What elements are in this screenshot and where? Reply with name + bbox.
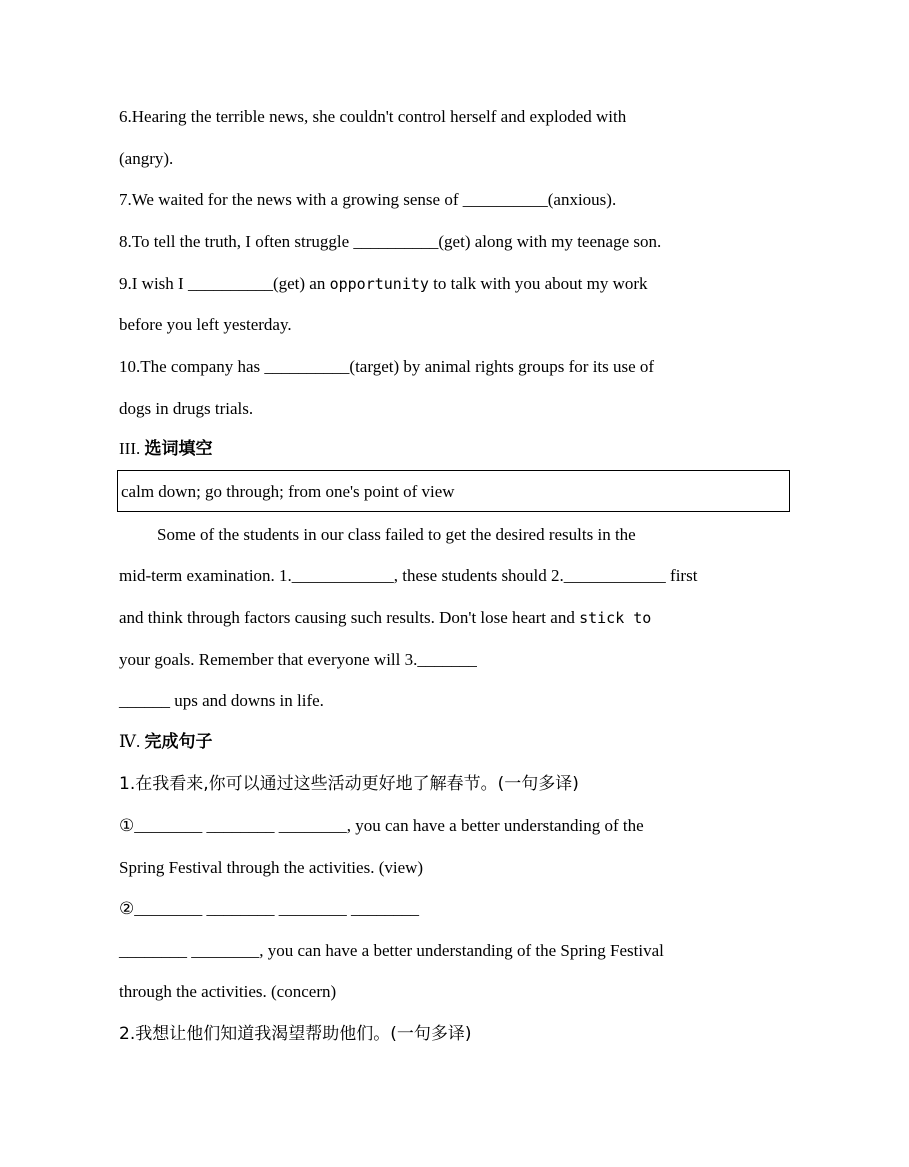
section-3-numeral: III. (119, 439, 141, 458)
section-4-heading (119, 731, 212, 753)
question-1-answer-1-line-2: Spring Festival through the activities. (view) (119, 858, 424, 877)
passage-line-1: Some of the students in our class failed to get the desired results in the (157, 525, 636, 544)
item-10-line-1: 10.The company has __________(target) by animal rights groups for its use of (119, 357, 655, 376)
question-1-answer-2-line-1: ②________ ________ ________ ________ (119, 899, 419, 918)
passage-line-5: ______ ups and downs in life. (119, 691, 324, 710)
question-1-answer-2-line-3: through the activities. (concern) (119, 982, 337, 1001)
section-4-title: 完成句子 (144, 732, 213, 752)
item-9-text-post: to talk with you about my work (428, 274, 648, 293)
section-3-title: 选词填空 (144, 439, 213, 459)
question-1-answer-2-line-2: ________ ________, you can have a better understanding of the Spring Festival (119, 941, 664, 960)
passage-mono-phrase: stick to (579, 609, 652, 627)
word-bank-text: calm down; go through; from one's point of view (121, 482, 455, 501)
item-6-line-2: (angry). (119, 149, 174, 168)
item-8: 8.To tell the truth, I often struggle __________(get) along with my teenage son. (119, 232, 662, 251)
item-9-text-pre: 9.I wish I __________(get) an (119, 274, 330, 293)
passage-line-3 (119, 607, 651, 629)
item-10-line-2: dogs in drugs trials. (119, 399, 254, 418)
item-9-mono-word: opportunity (329, 275, 429, 293)
item-6-line-1: 6.Hearing the terrible news, she couldn't control herself and exploded with (119, 107, 627, 126)
section-4-numeral: Ⅳ. (119, 732, 141, 751)
section-3-heading (119, 438, 212, 460)
item-9-line-1 (119, 273, 648, 295)
passage-line-4: your goals. Remember that everyone will 3._______ (119, 650, 477, 669)
item-9-line-2: before you left yesterday. (119, 315, 292, 334)
question-2-chinese: 2.我想让他们知道我渴望帮助他们。(一句多译) (119, 1024, 472, 1044)
passage-line-2: mid-term examination. 1.____________, these students should 2.____________ first (119, 566, 698, 585)
question-1-chinese: 1.在我看来,你可以通过这些活动更好地了解春节。(一句多译) (119, 774, 579, 794)
item-7: 7.We waited for the news with a growing sense of __________(anxious). (119, 190, 617, 209)
word-bank-box (117, 470, 790, 512)
passage-line-3-text: and think through factors causing such results. Don't lose heart and (119, 608, 580, 627)
question-1-answer-1-line-1: ①________ ________ ________, you can have a better understanding of the (119, 816, 644, 835)
